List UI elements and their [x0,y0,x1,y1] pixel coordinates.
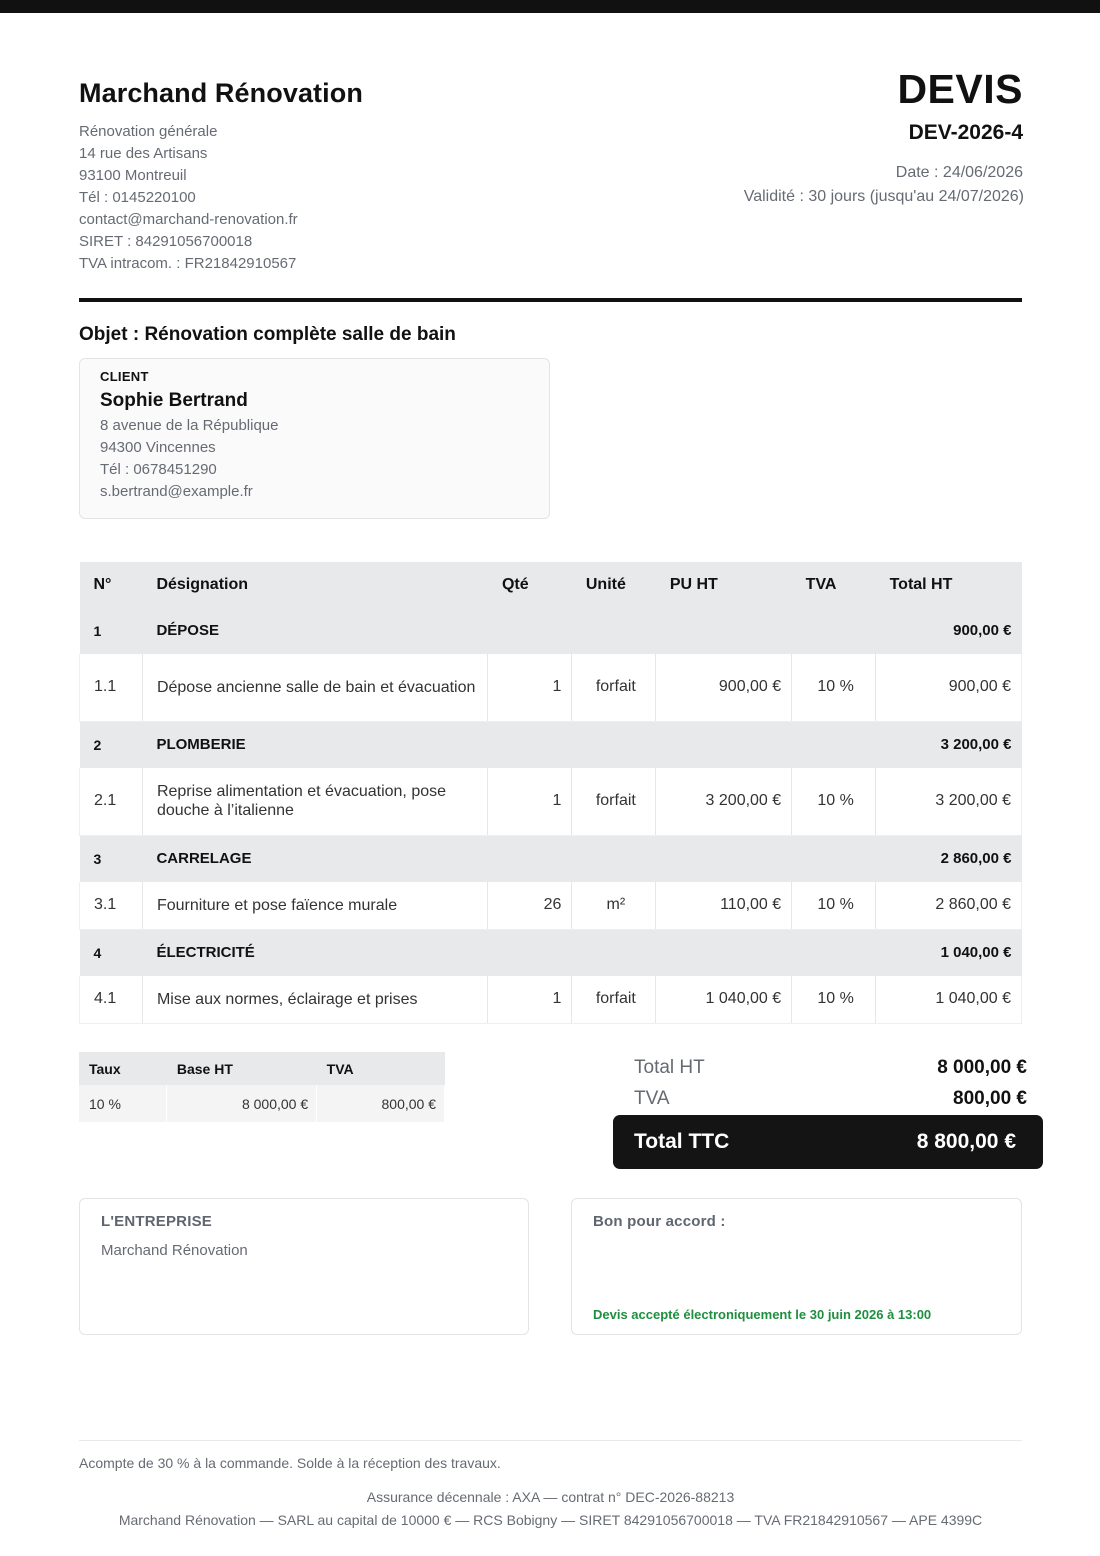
header-unit: Unité [572,562,656,607]
line-total: 3 200,00 € [876,768,1022,835]
header-divider [79,298,1022,302]
line-number: 3.1 [80,882,143,929]
document-header [603,66,1023,209]
line-number: 4.1 [80,976,143,1023]
section-row [80,835,1022,882]
line-number: 1.1 [80,654,143,721]
line-vat: 10 % [792,882,876,929]
section-title: CARRELAGE [142,835,875,882]
line-unit: forfait [572,976,656,1023]
header-total: Total HT [876,562,1022,607]
section-number: 4 [80,929,143,976]
line-designation: Dépose ancienne salle de bain et évacuation [142,654,488,721]
document-number: DEV-2026-4 [908,121,1023,144]
section-title: DÉPOSE [142,607,875,654]
line-quantity: 1 [488,654,572,721]
total-tva-label: TVA [634,1087,670,1109]
payment-terms: Acompte de 30 % à la commande. Solde à la réception des travaux. [79,1455,501,1471]
line-vat: 10 % [792,768,876,835]
electronic-acceptance-text: Devis accepté électroniquement le 30 juin 2026 à 13:00 [593,1307,932,1322]
company-details [79,121,599,275]
vat-header-amount: TVA [317,1052,445,1085]
client-card [79,358,550,519]
company-signature-box [79,1198,529,1335]
client-label: CLIENT [100,369,149,384]
client-street: 8 avenue de la République [100,417,279,434]
line-total: 900,00 € [876,654,1022,721]
company-street: 14 rue des Artisans [79,145,208,162]
line-unit: forfait [572,768,656,835]
company-header [79,78,599,275]
line-unit-price: 1 040,00 € [656,976,792,1023]
line-unit-price: 900,00 € [656,654,792,721]
vat-amount: 800,00 € [317,1085,445,1122]
header-number: N° [80,562,143,607]
section-total: 1 040,00 € [876,929,1022,976]
total-tva-row [634,1083,1027,1114]
line-number: 2.1 [80,768,143,835]
insurance-info: Assurance décennale : AXA — contrat n° DEC-2026-88213 [366,1489,735,1505]
section-row [80,721,1022,768]
vat-base: 8 000,00 € [167,1085,317,1122]
client-approval-title: Bon pour accord : [593,1213,726,1230]
total-tva-value: 800,00 € [953,1087,1027,1109]
items-table [79,562,1022,1024]
client-email: s.bertrand@example.fr [100,483,253,500]
line-total: 1 040,00 € [876,976,1022,1023]
line-vat: 10 % [792,654,876,721]
document-validity: Validité : 30 jours (jusqu'au 24/07/2026) [743,188,1024,205]
top-bar [0,0,1100,13]
line-unit-price: 3 200,00 € [656,768,792,835]
section-total: 900,00 € [876,607,1022,654]
section-number: 3 [80,835,143,882]
company-signature-title: L'ENTREPRISE [101,1213,212,1230]
client-approval-box [571,1198,1022,1335]
company-activity: Rénovation générale [79,123,218,140]
line-designation: Fourniture et pose faïence murale [142,882,488,929]
line-quantity: 1 [488,768,572,835]
client-name: Sophie Bertrand [100,390,248,411]
section-title: ÉLECTRICITÉ [142,929,875,976]
company-vat-number: TVA intracom. : FR21842910567 [79,255,297,272]
section-title: PLOMBERIE [142,721,875,768]
line-unit: m² [572,882,656,929]
vat-rate: 10 % [79,1085,167,1122]
table-row [80,976,1022,1023]
company-city: 93100 Montreuil [79,167,187,184]
vat-header-base: Base HT [167,1052,317,1085]
section-row [80,607,1022,654]
header-unit-price: PU HT [656,562,792,607]
company-siret: SIRET : 84291056700018 [79,233,253,250]
total-ht-row [634,1052,1027,1083]
line-quantity: 26 [488,882,572,929]
company-name: Marchand Rénovation [79,78,363,108]
line-quantity: 1 [488,976,572,1023]
total-ht-value: 8 000,00 € [937,1056,1027,1078]
section-total: 3 200,00 € [876,721,1022,768]
items-header-row [80,562,1022,607]
totals-block [634,1052,1027,1114]
table-row [80,882,1022,929]
line-designation: Mise aux normes, éclairage et prises [142,976,488,1023]
total-ht-label: Total HT [634,1056,705,1078]
section-total: 2 860,00 € [876,835,1022,882]
legal-info: Marchand Rénovation — SARL au capital de 10000 € — RCS Bobigny — SIRET 84291056700018 — TVA FR21842910567 — APE 4399C [118,1512,983,1528]
line-vat: 10 % [792,976,876,1023]
section-number: 2 [80,721,143,768]
header-vat: TVA [792,562,876,607]
quote-object: Objet : Rénovation complète salle de bain [79,324,456,345]
client-phone: Tél : 0678451290 [100,461,217,478]
line-designation: Reprise alimentation et évacuation, pose douche à l’italienne [142,768,488,835]
total-ttc-label: Total TTC [634,1130,730,1153]
header-quantity: Qté [488,562,572,607]
line-unit: forfait [572,654,656,721]
total-ttc-value: 8 800,00 € [916,1130,1016,1153]
client-city: 94300 Vincennes [100,439,216,456]
document-date: Date : 24/06/2026 [895,164,1023,181]
footer-divider [79,1440,1022,1441]
company-email: contact@marchand-renovation.fr [79,211,298,228]
vat-header-row [79,1052,445,1085]
table-row [80,768,1022,835]
section-row [80,929,1022,976]
line-total: 2 860,00 € [876,882,1022,929]
total-ttc-bar [613,1115,1043,1169]
section-number: 1 [80,607,143,654]
line-unit-price: 110,00 € [656,882,792,929]
company-signature-name: Marchand Rénovation [101,1242,248,1259]
vat-row [79,1085,445,1122]
company-phone: Tél : 0145220100 [79,189,196,206]
document-type: DEVIS [897,66,1023,112]
vat-header-rate: Taux [79,1052,167,1085]
header-designation: Désignation [142,562,488,607]
client-details [100,415,529,503]
table-row [80,654,1022,721]
vat-summary-table [79,1052,445,1122]
